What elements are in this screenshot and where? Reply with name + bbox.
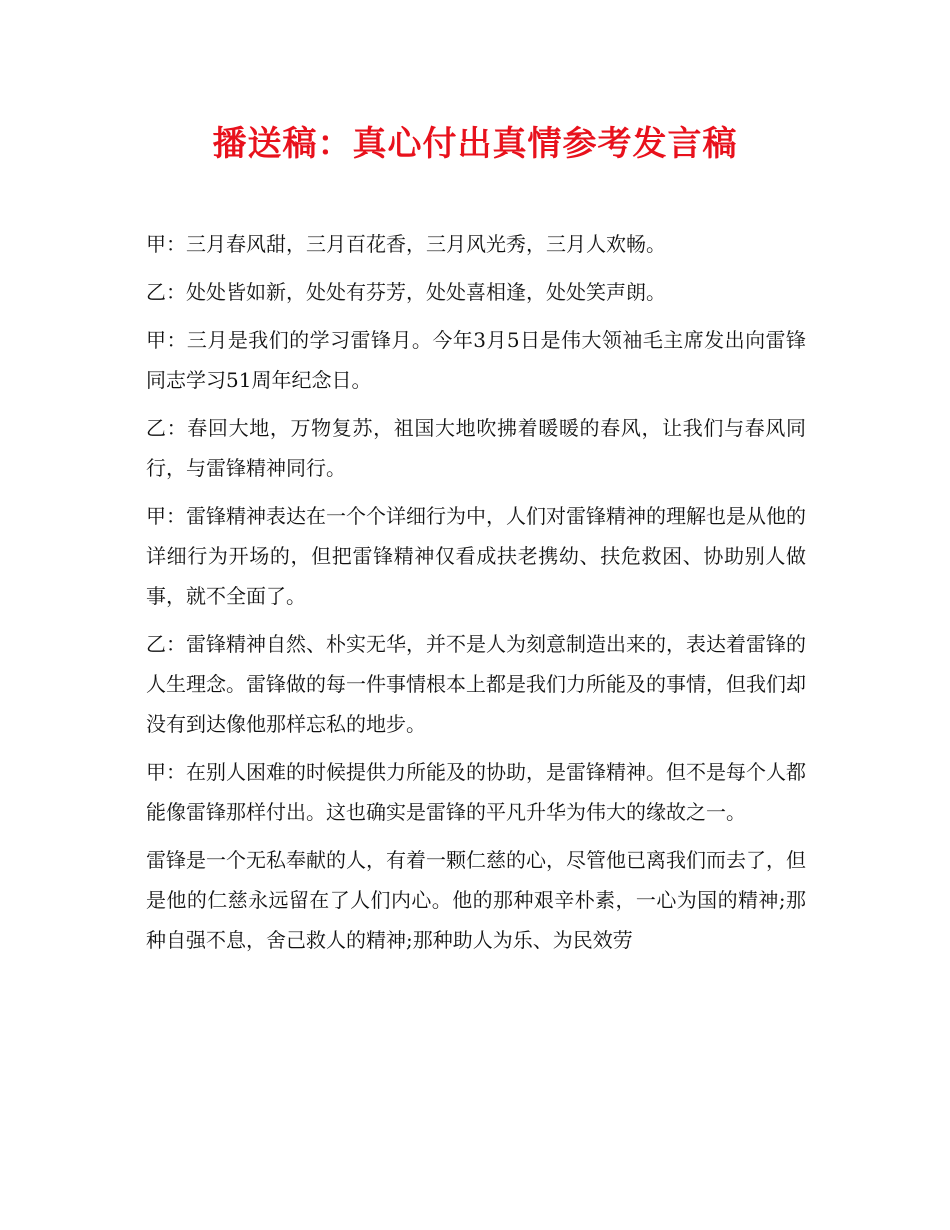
paragraph-3: 甲：三月是我们的学习雷锋月。今年3月5日是伟大领袖毛主席发出向雷锋同志学习51周年纪念日。 [146,328,806,392]
paragraph-6: 乙：雷锋精神自然、朴实无华，并不是人为刻意制造出来的，表达着雷锋的人生理念。雷锋做的每一件事情根本上都是我们力所能及的事情，但我们却没有到达像他那样忘私的地步。 [146,632,806,736]
paragraph-4: 乙：春回大地，万物复苏，祖国大地吹拂着暖暖的春风，让我们与春风同行，与雷锋精神同行。 [146,416,806,480]
document-body [146,224,806,968]
paragraph-7: 甲：在别人困难的时候提供力所能及的协助，是雷锋精神。但不是每个人都能像雷锋那样付出。这也确实是雷锋的平凡升华为伟大的缘故之一。 [146,760,806,824]
paragraph-1: 甲：三月春风甜，三月百花香，三月风光秀，三月人欢畅。 [146,232,666,256]
paragraph-5: 甲：雷锋精神表达在一个个详细行为中，人们对雷锋精神的理解也是从他的详细行为开场的，但把雷锋精神仅看成扶老携幼、扶危救困、协助别人做事，就不全面了。 [146,504,806,608]
document-title: 播送稿：真心付出真情参考发言稿 [212,124,738,164]
paragraph-8: 雷锋是一个无私奉献的人，有着一颗仁慈的心，尽管他已离我们而去了，但是他的仁慈永远留在了人们内心。他的那种艰辛朴素，一心为国的精神;那种自强不息，舍己救人的精神;那种助人为乐、为民效劳 [146,848,806,952]
paragraph-2: 乙：处处皆如新，处处有芬芳，处处喜相逢，处处笑声朗。 [146,280,666,304]
